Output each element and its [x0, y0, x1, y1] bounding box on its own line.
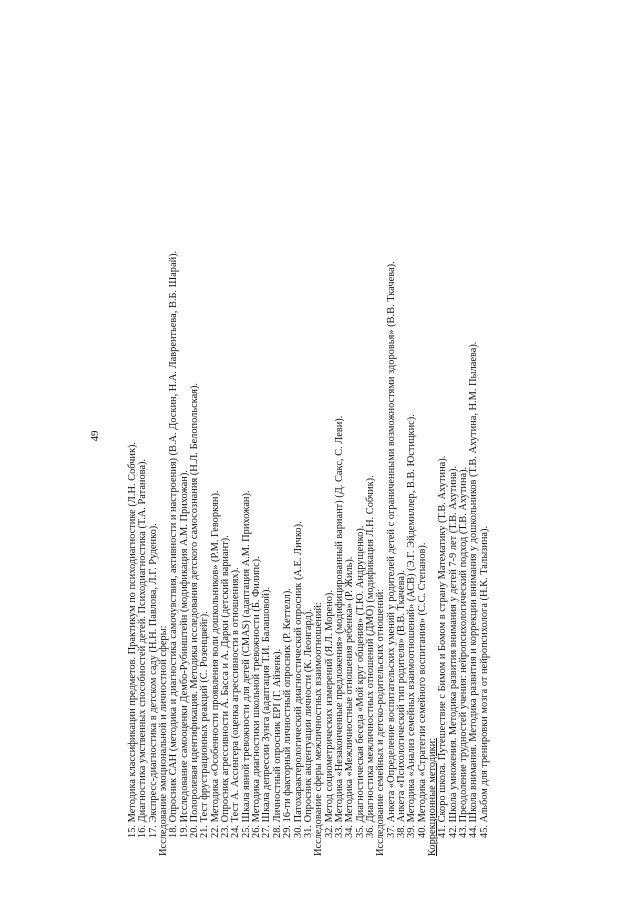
- list-item-text: 40. Методика «Стратегии семейного воспитания» (С.С. Степанов).: [416, 542, 428, 838]
- list-item-text: 42. Школа умножения. Методика развития внимания у детей 7-9 лет (Т.В. Ахутина).: [447, 465, 459, 838]
- list-item-text: 24. Тест А. Ассингера (оценка агрессивности в отношениях).: [230, 567, 242, 838]
- section-heading-text: Исследование эмоциональной и личностной сферы:: [158, 625, 170, 856]
- list-item-text: 15. Методика классификации предметов. Практикум по психодиагностике (Л.Н. Собчик).: [127, 441, 138, 838]
- list-item-text: 20. Полоролевая идентификация. Методика исследования детского самосознания (Н.Л. Белопольская).: [189, 382, 201, 838]
- page-number: 49: [89, 430, 101, 442]
- section-heading-text: Коррекционные методики:: [426, 737, 438, 856]
- list-item-text: 32. Метод социометрических измерений (Я.Л. Морено).: [323, 590, 335, 838]
- list-item-text: 34. Методика «Межличностные отношения ребенка» (Р. Жиль).: [344, 556, 356, 838]
- list-item-text: 45. Альбом для тренировки мозга от нейропсихолога (Н.К. Талызина).: [478, 525, 490, 838]
- list-item-text: 27. Шкала депрессии Зунга (адаптация Т.И. Балашовой).: [261, 586, 273, 838]
- list-item-text: 21. Тест фрустрационных реакций (С. Розенцвейг).: [199, 611, 211, 838]
- list-item-text: 19. Исследование самооценки Дембо-Рубинштейн (модификация А.М. Прихожан).: [178, 470, 190, 838]
- section-heading-text: Исследование сферы межличностных взаимоотношений:: [313, 602, 325, 856]
- methods-list: [128, 16, 490, 856]
- list-item-text: 18. Опросник САН (методика и диагностика самочувствия, активности и настроения) (В.А. Доскин, Н.А. Лаврентьева, В.Б. Шарай).: [168, 250, 180, 838]
- list-item-text: 31. Опросник акцентуации личности (К. Леонгард).: [302, 609, 314, 838]
- section-heading-text: Исследование семейных и детско-родительских отношений:: [375, 588, 387, 856]
- list-item-text: 39. Методика «Анализ семейных взаимоотношений» (АСВ) (Э.Г. Эйдемиллер, В.В. Юстицкис).: [406, 414, 418, 838]
- list-item-text: 25. Шкала явной тревожности для детей (CMAS) (адаптация А.М. Прихожан).: [240, 490, 252, 838]
- list-item-text: 41. Скоро школа. Путешествие с Бимом и Бомом в страну Математику (Т.В. Ахутина).: [437, 455, 449, 838]
- list-item-text: 43. Преодоление трудностей учения: нейропсихологический подход (Т.В. Ахутина).: [458, 466, 469, 838]
- list-item-text: 29. 16-ти факторный личностный опросник (Р. Кеттелл).: [282, 588, 294, 838]
- list-item-text: 37. Анкета «Определение воспитательских умений у родителей детей с ограниченными возможностями здоровья» (В.В. Ткачева).: [385, 261, 397, 838]
- list-item-text: 28. Личностный опросник EPI (Г. Айзенк).: [271, 648, 283, 838]
- list-item-text: 33. Методика «Незаконченные предложения» (модифицированный вариант) (Д. Сакс, С. Леви).: [333, 415, 345, 838]
- list-item-text: 16. Диагностика умственных способностей детей. Психодиагностика (Т.А. Ратанова).: [137, 458, 149, 838]
- list-item-text: 36. Диагностика межличностных отношений (ДМО) (модификация Л.Н. Собчик).: [364, 475, 376, 838]
- list-item: [480, 16, 490, 856]
- list-item-text: 23. Опросник агрессивности А. Басса и А. Дарки (детский вариант).: [220, 535, 232, 838]
- list-item-text: 26. Методика диагностики школьной тревожности (Б. Филипс).: [251, 556, 263, 838]
- list-item: [418, 16, 428, 856]
- list-item-text: 30. Патохарактерологический диагностический опросник (А.Е. Личко).: [292, 521, 304, 838]
- list-item-text: 22. Методика «Особенности проявления воли дошкольников» (Р.М. Геворкян).: [209, 490, 221, 838]
- list-item-text: 44. Школа внимания. Методика развития и коррекции внимания у дошкольников (Т.В. Ахутина, Н.М. Пылаева).: [468, 341, 480, 838]
- list-item-text: 35. Диагностическая беседа «Мой круг общения» (Т.Ю. Андрущенко).: [354, 525, 366, 838]
- list-item-text: 17. Экспресс-диагностика в детском саду (Н.Н. Павлова, Л.Г. Руденко).: [147, 523, 159, 838]
- list-item-text: 38. Анкета «Психологический тип родителя» (В.В. Ткачева).: [395, 569, 407, 838]
- rotated-text-block: [90, 16, 560, 856]
